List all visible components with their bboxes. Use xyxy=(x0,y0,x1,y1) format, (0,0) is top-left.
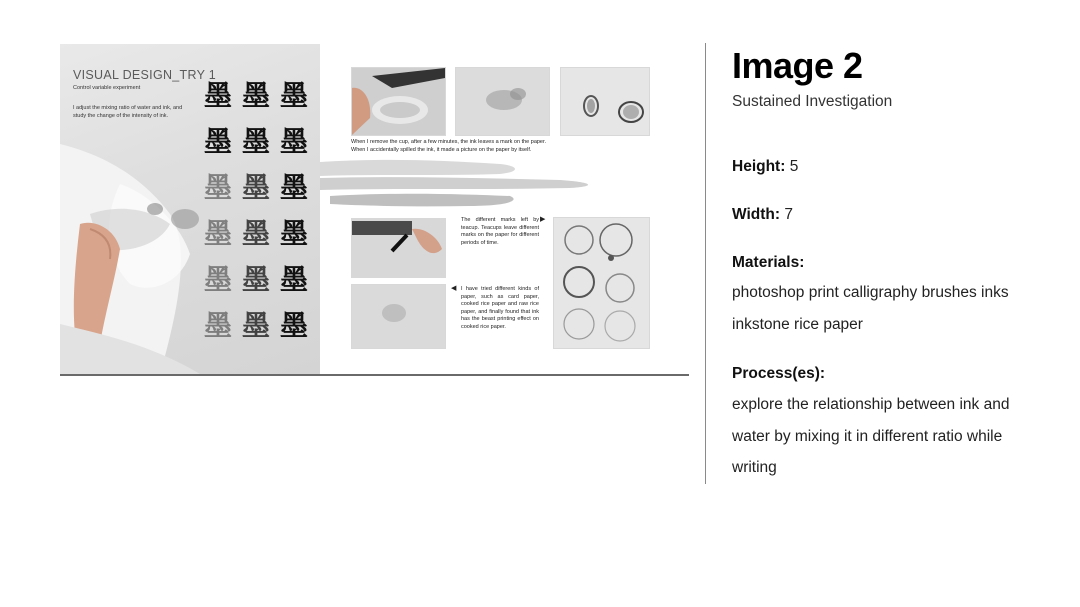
materials-line-2: inkstone rice paper xyxy=(732,315,863,333)
process-label: Process(es): xyxy=(732,365,826,382)
artwork-image xyxy=(60,44,689,376)
photo-ink-drops xyxy=(560,67,650,136)
height-field xyxy=(732,158,798,176)
ink-streaks xyxy=(320,152,689,222)
ink-character: 墨 xyxy=(241,263,270,296)
vertical-divider xyxy=(705,43,706,484)
width-field xyxy=(732,206,793,224)
process-line-2: water by mixing it in different ratio while xyxy=(732,427,1003,445)
artwork-right-panel xyxy=(320,44,689,374)
ink-character: 墨 xyxy=(241,309,270,342)
ink-character: 墨 xyxy=(279,171,308,204)
artwork-description: I adjust the mixing ratio of water and ink, and study the change of the intensity of ink. xyxy=(73,105,183,119)
artwork-title: VISUAL DESIGN_TRY 1 xyxy=(73,68,217,82)
ink-character: 墨 xyxy=(279,125,308,158)
materials-field xyxy=(732,254,804,272)
materials-line-1: photoshop print calligraphy brushes inks xyxy=(732,284,1009,301)
photo-ink-stain xyxy=(455,67,550,136)
info-title: Image 2 xyxy=(732,45,863,86)
ink-character: 墨 xyxy=(279,263,308,296)
photo-teacup-rings xyxy=(553,217,650,349)
info-subtitle: Sustained Investigation xyxy=(732,93,893,110)
width-value: 7 xyxy=(784,206,793,223)
width-label: Width: xyxy=(732,206,781,223)
ink-character: 墨 xyxy=(241,171,270,204)
materials-label: Materials: xyxy=(732,254,805,271)
ink-character: 墨 xyxy=(241,217,270,250)
process-text xyxy=(732,389,1032,484)
height-value: 5 xyxy=(789,158,799,175)
ink-character: 墨 xyxy=(241,79,270,112)
process-line-1: explore the relationship between ink and xyxy=(732,396,1010,413)
caption-teacup-marks: The different marks left by teacup. Teacups leave different marks on the paper for different periods of time. xyxy=(461,217,539,246)
arrow-right-icon: ▶ xyxy=(540,216,546,223)
caption-cup-mark: When I remove the cup, after a few minutes, the ink leaves a mark on the paper. xyxy=(351,139,547,145)
ink-character: 墨 xyxy=(203,263,232,296)
ink-character: 墨 xyxy=(203,171,232,204)
caption-spilled-ink: When I accidentally spilled the ink, it made a picture on the paper by itself. xyxy=(351,147,532,153)
photo-paper-print xyxy=(351,284,446,349)
photo-hand-cup xyxy=(351,67,446,136)
ink-character: 墨 xyxy=(279,309,308,342)
ink-character: 墨 xyxy=(203,79,232,112)
process-field xyxy=(732,365,825,383)
caption-paper-types: I have tried different kinds of paper, such as card paper, cooked rice paper and raw rice paper, and finally found that ink has the beast printing effect on cooked rice paper. xyxy=(461,286,539,330)
ink-character: 墨 xyxy=(279,79,308,112)
ink-character: 墨 xyxy=(241,125,270,158)
materials-text xyxy=(732,277,1032,340)
ink-character: 墨 xyxy=(203,217,232,250)
ink-character: 墨 xyxy=(203,125,232,158)
artwork-subtitle: Control variable experiment xyxy=(73,85,141,91)
photo-brush-writing xyxy=(351,218,446,278)
height-label: Height: xyxy=(732,158,786,175)
ink-character: 墨 xyxy=(279,217,308,250)
process-line-3: writing xyxy=(732,459,777,477)
arrow-left-icon: ◀ xyxy=(451,285,457,292)
ink-character: 墨 xyxy=(203,309,232,342)
artwork-left-panel xyxy=(60,44,320,374)
